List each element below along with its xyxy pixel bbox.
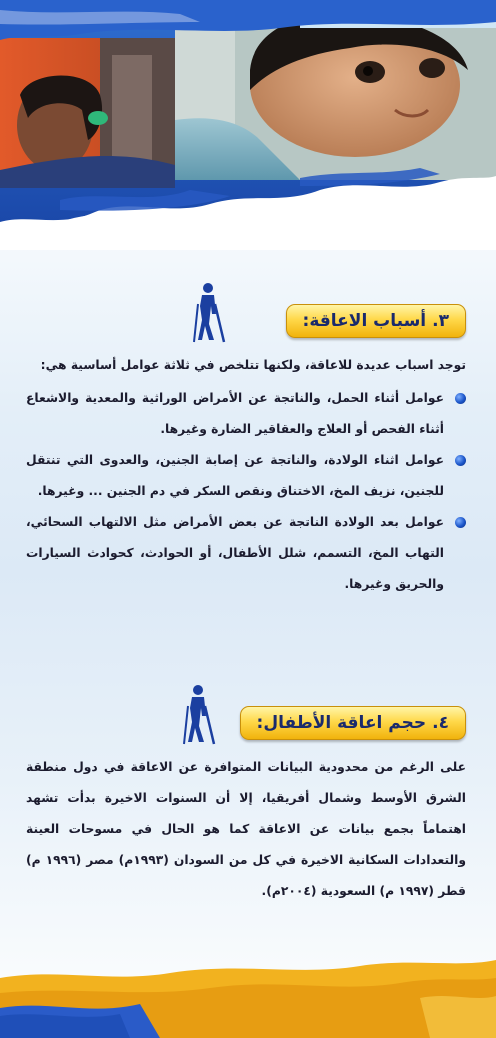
list-item-text: عوامل أثناء الحمل، والناتجة عن الأمراض الوراثية والمعدية والاشعاع أثناء الفحص أو العلاج والعقاقير الضارة وغيرها.: [26, 391, 444, 436]
section-size-body: على الرغم من محدودية البيانات المتوافرة عن الاعاقة في دول منطقة الشرق الأوسط وشمال أفريقيا، إلا أن السنوات الاخيرة بدأت تشهد اهتماماً بجمع بيانات عن الاعاقة كما هو الحال في مسوحات العينة والتعدادات السكانية الاخيرة في كل من السودان (١٩٩٣م) مصر (١٩٩٦ م) قطر (١٩٩٧ م) السعودية (٢٠٠٤م).: [26, 760, 466, 898]
blue-bullet-icon: [455, 517, 466, 528]
section-causes-heading-row: [26, 282, 466, 342]
section-size-number: ٤.: [432, 713, 449, 733]
list-item: [26, 383, 466, 445]
section-causes-number: ٣.: [432, 311, 449, 331]
blue-bullet-icon: [455, 455, 466, 466]
footer-brush-band: [0, 938, 496, 1038]
header-photo-banner: [0, 0, 496, 250]
list-item: [26, 445, 466, 507]
header-collage-image: [0, 0, 496, 250]
list-item-text: عوامل بعد الولادة الناتجة عن بعض الأمراض مثل الالتهاب السحائي، التهاب المخ، التسمم، شلل الأطفال، أو الحوادث، كحوادث السيارات والحريق وغيرها.: [26, 515, 444, 591]
person-with-crutches-icon: [192, 282, 226, 348]
section-causes-title: [286, 304, 466, 338]
causes-list: [26, 383, 466, 600]
person-with-crutches-icon: [182, 684, 216, 750]
section-size: [26, 684, 466, 907]
blue-bullet-icon: [455, 393, 466, 404]
section-size-title: [240, 706, 466, 740]
section-causes-title-text: أسباب الاعاقة:: [302, 311, 427, 331]
list-item: [26, 507, 466, 600]
section-size-heading-row: [26, 684, 466, 744]
section-causes: [26, 282, 466, 600]
list-item-text: عوامل اثناء الولادة، والناتجة عن إصابة الجنين، والعدوى التي تنتقل للجنين، نزيف المخ، الاختناق ونقص السكر في دم الجنين ... وغيرها.: [26, 453, 444, 498]
section-causes-intro: توجد اسباب عديدة للاعاقة، ولكنها تتلخص في ثلاثة عوامل أساسية هي:: [40, 358, 466, 372]
section-size-title-text: حجم اعاقة الأطفال:: [256, 713, 427, 733]
footer-brush-image: [0, 938, 496, 1038]
